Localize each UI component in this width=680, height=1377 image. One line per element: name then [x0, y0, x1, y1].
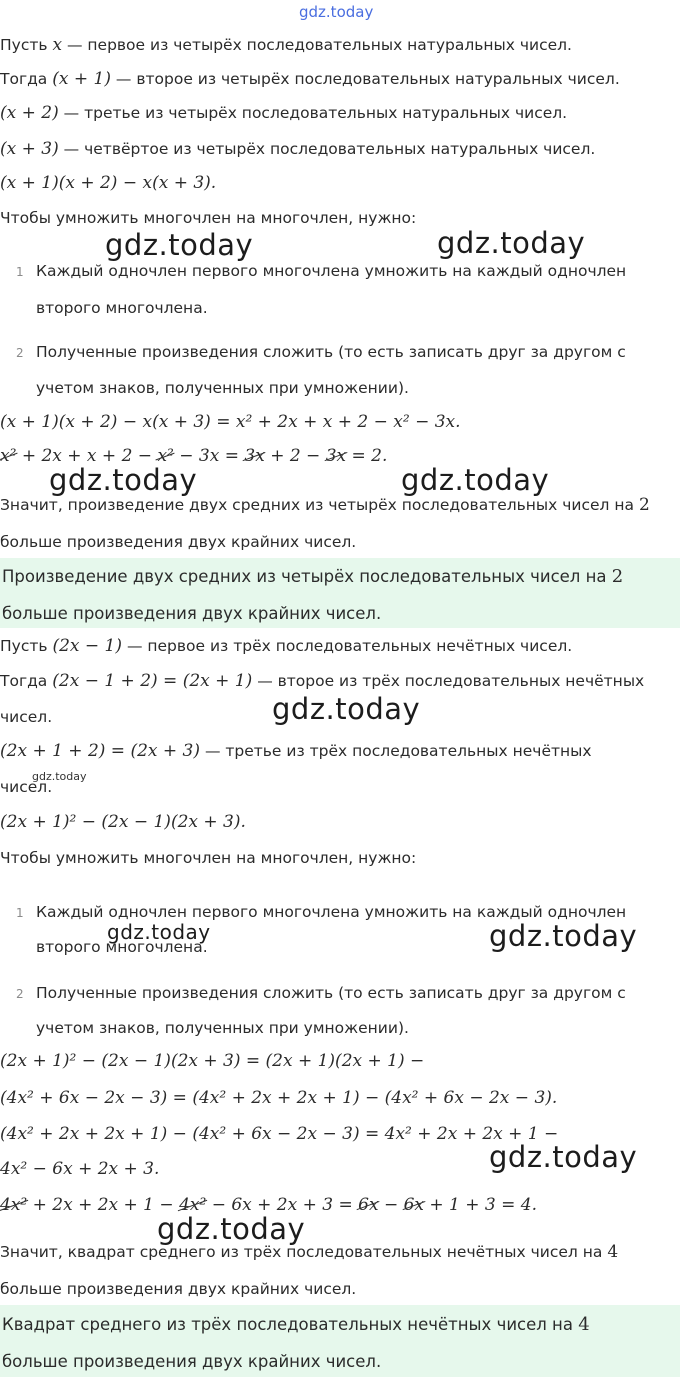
p1-answer-text: Произведение двух средних из четырёх последовательных чисел на: [2, 567, 607, 586]
p2-l1-text-a: Пусть: [0, 637, 48, 655]
p2-calc-4: 4x² − 6x + 2x + 3.: [0, 1159, 160, 1179]
p1-calc-1: (x + 1)(x + 2) − x(x + 3) = x² + 2x + x + 2 − x² − 3x.: [0, 412, 461, 432]
p2-calc5-seg-f: −: [383, 1195, 399, 1215]
p2-answer-line-2: больше произведения двух крайних чисел.: [2, 1352, 382, 1371]
p1-calc2-cancel-i: 3x: [325, 446, 347, 466]
p2-answer-number: 4: [578, 1314, 590, 1335]
p1-conclusion-number: 2: [638, 495, 650, 515]
p1-step-2-number: 2: [16, 346, 24, 360]
p1-conclusion-line-2: больше произведения двух крайних чисел.: [0, 533, 357, 551]
p2-l1-math: (2x − 1): [52, 636, 122, 656]
p1-calc2-seg-h: + 2 −: [270, 446, 321, 466]
p1-step-2-text-b: учетом знаков, полученных при умножении).: [36, 379, 409, 397]
p2-calc5-cancel-c: 4x²: [179, 1195, 207, 1215]
p1-calc2-cancel-g: 3x: [244, 446, 265, 466]
p1-calc2-seg-d: + 2 −: [101, 446, 153, 466]
p1-l1-math: x: [52, 35, 63, 55]
p2-step-1-text-a: Каждый одночлен первого многочлена умножить на каждый одночлен: [36, 903, 627, 921]
p1-l1-text-b: — первое из четырёх последовательных натуральных чисел.: [66, 36, 572, 54]
watermark: gdz.today: [157, 1212, 306, 1246]
p2-l2-math: (2x − 1 + 2) = (2x + 1): [52, 671, 253, 691]
p2-conclusion-line-1: [0, 1242, 618, 1262]
p1-step-2-text-a: Полученные произведения сложить (то есть записать друг за другом с: [36, 343, 626, 361]
p1-line-2: [0, 69, 620, 89]
site-header-link[interactable]: gdz.today: [299, 3, 374, 21]
p1-line-3: [0, 103, 567, 123]
p1-answer-line-1: [2, 566, 623, 587]
p2-calc5-seg-h: + 1 + 3 = 4.: [429, 1195, 538, 1215]
p2-answer-text: Квадрат среднего из трёх последовательных нечётных чисел на: [2, 1315, 573, 1334]
p2-rule-intro: Чтобы умножить многочлен на многочлен, нужно:: [0, 849, 417, 867]
p2-step-1-text-b: второго многочлена.: [36, 938, 208, 956]
p2-calc5-seg-d: − 6x + 2x + 3 =: [211, 1195, 353, 1215]
p1-line-4: [0, 139, 595, 159]
p1-rule-intro: Чтобы умножить многочлен на многочлен, нужно:: [0, 209, 417, 227]
p1-calc2-seg-f: − 3x =: [179, 446, 239, 466]
p2-step-2-number: 2: [16, 987, 24, 1001]
p1-calc2-cancel-e: x²: [157, 446, 174, 466]
p1-l3-math: (x + 2): [0, 103, 59, 123]
p1-l2-text-a: Тогда: [0, 70, 48, 88]
p1-conclusion-text: Значит, произведение двух средних из четырёх последовательных чисел на: [0, 496, 635, 514]
p1-conclusion-line-1: [0, 495, 650, 515]
p1-step-1-text-a: Каждый одночлен первого многочлена умножить на каждый одночлен: [36, 262, 627, 280]
watermark: gdz.today: [105, 228, 254, 262]
p1-l2-math: (x + 1): [52, 69, 111, 89]
p2-calc-2: (4x² + 6x − 2x − 3) = (4x² + 2x + 2x + 1) − (4x² + 6x − 2x − 3).: [0, 1088, 558, 1108]
p1-answer-box: [0, 558, 680, 628]
p1-expression: (x + 1)(x + 2) − x(x + 3).: [0, 173, 217, 193]
p2-l1-text-b: — первое из трёх последовательных нечётных чисел.: [126, 637, 573, 655]
p1-step-1-number: 1: [16, 265, 24, 279]
p1-l3-text: — третье из четырёх последовательных натуральных чисел.: [63, 104, 568, 122]
watermark: gdz.today: [49, 463, 198, 497]
watermark: gdz.today: [272, 692, 421, 726]
p2-line-2: [0, 671, 644, 691]
p1-l2-text-b: — второе из четырёх последовательных натуральных чисел.: [115, 70, 620, 88]
p1-calc2-seg-b: + 2x +: [21, 446, 82, 466]
p2-calc5-cancel-a: 4x²: [0, 1195, 28, 1215]
watermark: gdz.today: [489, 1140, 638, 1174]
p2-calc5-seg-b: + 2x + 2x + 1 −: [32, 1195, 174, 1215]
p2-conclusion-line-2: больше произведения двух крайних чисел.: [0, 1280, 357, 1298]
p2-step-2-text-b: учетом знаков, полученных при умножении).: [36, 1019, 409, 1037]
p2-step-2-text-a: Полученные произведения сложить (то есть записать друг за другом с: [36, 984, 626, 1002]
p1-l4-math: (x + 3): [0, 139, 59, 159]
p2-conclusion-number: 4: [607, 1242, 619, 1262]
p1-calc2-seg-c: x: [86, 446, 97, 466]
p2-line-3b: чисел.: [0, 778, 53, 796]
p2-calc-1: (2x + 1)² − (2x − 1)(2x + 3) = (2x + 1)(2x + 1) −: [0, 1051, 425, 1071]
p1-calc2-seg-j: = 2.: [351, 446, 388, 466]
watermark: gdz.today: [401, 463, 550, 497]
p1-answer-line-2: больше произведения двух крайних чисел.: [2, 604, 382, 623]
p1-calc2-cancel-a: x²: [0, 446, 17, 466]
p2-conclusion-text: Значит, квадрат среднего из трёх последовательных нечётных чисел на: [0, 1243, 603, 1261]
watermark: gdz.today: [107, 920, 211, 944]
p1-step-1-text-b: второго многочлена.: [36, 299, 208, 317]
p2-answer-box: [0, 1305, 680, 1377]
p1-l1-text-a: Пусть: [0, 36, 48, 54]
p2-calc-3: (4x² + 2x + 2x + 1) − (4x² + 6x − 2x − 3) = 4x² + 2x + 2x + 1 −: [0, 1124, 559, 1144]
p2-l2-text-b: — второе из трёх последовательных нечётных: [257, 672, 645, 690]
p2-expression: (2x + 1)² − (2x − 1)(2x + 3).: [0, 812, 246, 832]
p2-line-1: [0, 636, 572, 656]
watermark: gdz.today: [32, 770, 87, 783]
p2-line-3: [0, 741, 592, 761]
p2-l3-text: — третье из трёх последовательных нечётных: [204, 742, 592, 760]
p2-l3-math: (2x + 1 + 2) = (2x + 3): [0, 741, 200, 761]
p1-answer-number: 2: [611, 566, 624, 587]
p2-line-2b: чисел.: [0, 708, 53, 726]
p2-answer-line-1: [2, 1314, 590, 1335]
p2-calc5-cancel-g: 6x: [403, 1195, 424, 1215]
p2-l2-text-a: Тогда: [0, 672, 48, 690]
watermark: gdz.today: [489, 919, 638, 953]
p1-line-1: [0, 35, 572, 55]
p2-step-1-number: 1: [16, 906, 24, 920]
p2-calc5-cancel-e: 6x: [358, 1195, 379, 1215]
p1-l4-text: — четвёртое из четырёх последовательных натуральных чисел.: [63, 140, 596, 158]
watermark: gdz.today: [437, 226, 586, 260]
